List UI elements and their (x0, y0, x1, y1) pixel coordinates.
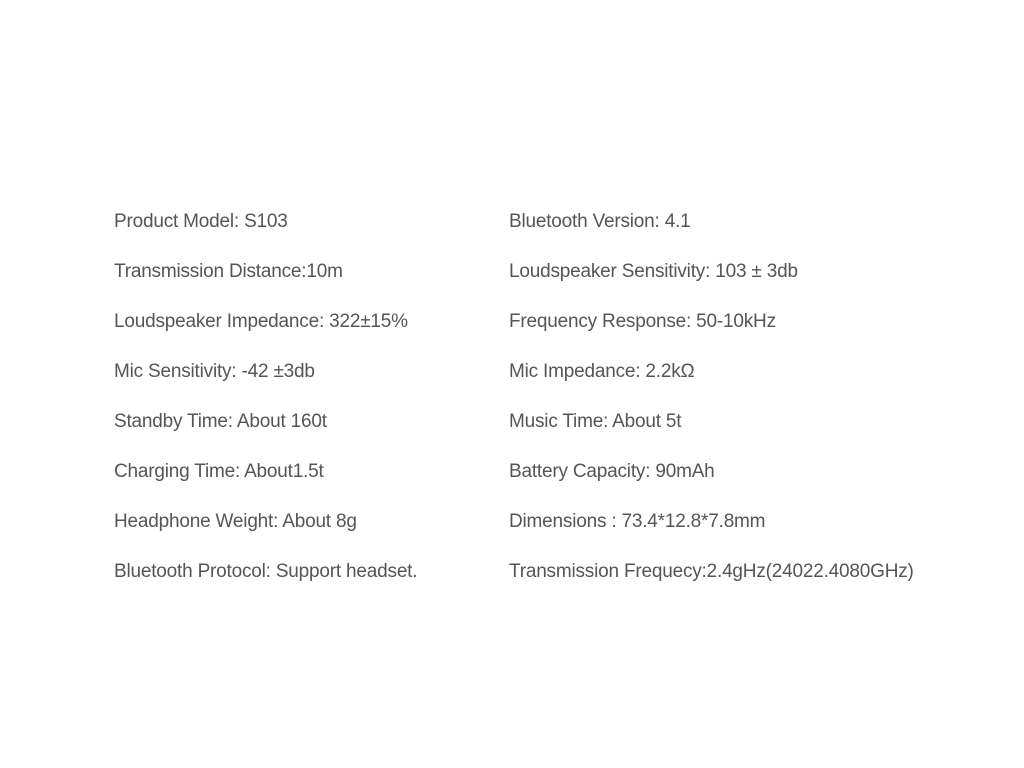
spec-row-loudspeaker-impedance (114, 308, 994, 358)
spec-frequency-response: Frequency Response: 50-10kHz (509, 311, 776, 332)
spec-row-headphone-weight (114, 508, 994, 558)
spec-bluetooth-version: Bluetooth Version: 4.1 (509, 211, 691, 232)
spec-mic-impedance: Mic Impedance: 2.2kΩ (509, 361, 695, 382)
spec-row-charging-time (114, 458, 994, 508)
spec-row-transmission-distance (114, 258, 994, 308)
spec-music-time: Music Time: About 5t (509, 411, 682, 432)
spec-headphone-weight: Headphone Weight: About 8g (114, 511, 357, 532)
spec-table (114, 208, 994, 608)
spec-loudspeaker-sensitivity: Loudspeaker Sensitivity: 103 ± 3db (509, 261, 798, 282)
spec-row-standby-time (114, 408, 994, 458)
spec-product-model: Product Model: S103 (114, 211, 288, 232)
spec-row-bluetooth-protocol (114, 558, 994, 608)
spec-transmission-distance: Transmission Distance:10m (114, 261, 343, 282)
spec-battery-capacity: Battery Capacity: 90mAh (509, 461, 715, 482)
spec-transmission-frequency: Transmission Frequecy:2.4gHz(24022.4080GHz) (509, 561, 914, 582)
spec-standby-time: Standby Time: About 160t (114, 411, 327, 432)
spec-loudspeaker-impedance: Loudspeaker Impedance: 322±15% (114, 311, 408, 332)
spec-row-mic-sensitivity (114, 358, 994, 408)
spec-bluetooth-protocol: Bluetooth Protocol: Support headset. (114, 561, 418, 582)
spec-dimensions: Dimensions : 73.4*12.8*7.8mm (509, 511, 766, 532)
spec-row-product-model (114, 208, 994, 258)
spec-charging-time: Charging Time: About1.5t (114, 461, 324, 482)
spec-mic-sensitivity: Mic Sensitivity: -42 ±3db (114, 361, 315, 382)
